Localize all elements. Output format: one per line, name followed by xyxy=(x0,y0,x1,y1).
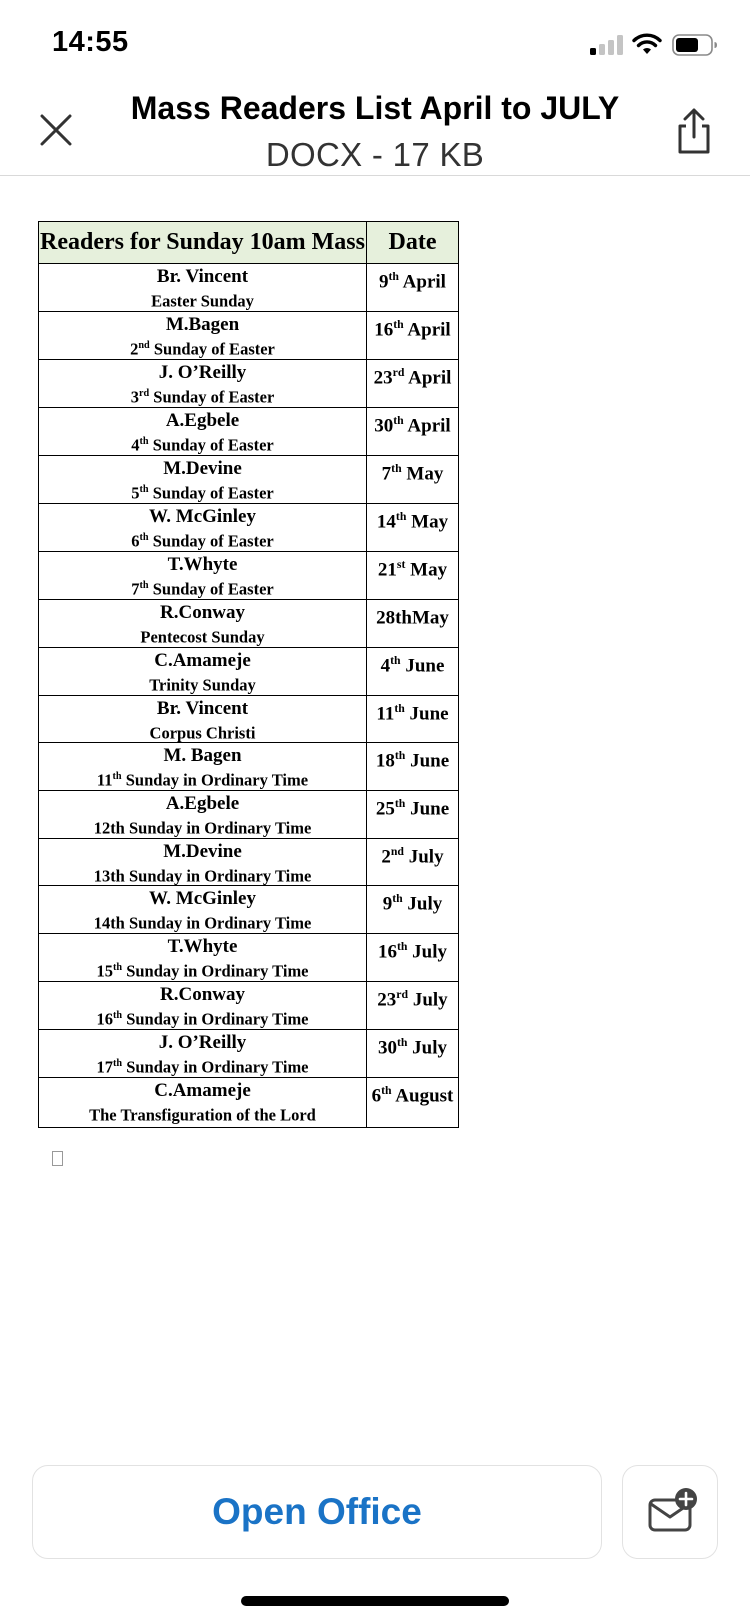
reader-name: J. O’Reilly xyxy=(158,1032,247,1053)
reader-cell xyxy=(39,648,367,696)
text-run: June xyxy=(405,750,450,772)
date-cell xyxy=(367,1078,459,1128)
table-row xyxy=(39,456,459,504)
text-run: 6 xyxy=(371,1085,382,1107)
text-run: The Transfiguration of the Lord xyxy=(89,1105,316,1125)
text-run: April xyxy=(404,367,452,389)
reader-name: M. Bagen xyxy=(163,745,242,766)
reader-cell xyxy=(39,312,367,360)
text-run: 15 xyxy=(96,961,113,981)
text-run: May xyxy=(401,463,444,485)
text-run: 2 xyxy=(381,845,391,867)
reader-cell xyxy=(39,552,367,600)
text-run: 11 xyxy=(376,702,395,724)
occasion xyxy=(39,480,366,503)
ordinal-suffix: rd xyxy=(396,988,409,1001)
reader-name: M.Devine xyxy=(163,458,242,479)
table-row xyxy=(39,360,459,408)
reader-name: T.Whyte xyxy=(167,554,238,575)
file-info: DOCX - 17 KB xyxy=(265,136,485,173)
text-run: Sunday of Easter xyxy=(148,531,274,551)
text-run: 2 xyxy=(130,339,139,359)
table-row xyxy=(39,791,459,839)
ordinal-suffix: th xyxy=(139,532,149,543)
ordinal-suffix: th xyxy=(139,436,149,447)
text-run: July xyxy=(407,1037,448,1059)
occasion xyxy=(39,384,366,407)
mail-add-button[interactable] xyxy=(622,1465,718,1559)
close-icon[interactable] xyxy=(34,108,78,152)
text-run: 6 xyxy=(131,531,140,551)
text-run: July xyxy=(408,989,448,1011)
date-cell xyxy=(367,934,459,982)
occasion xyxy=(39,1006,366,1029)
ordinal-suffix: th xyxy=(393,318,404,331)
text-run: 30 xyxy=(374,415,394,437)
ordinal-suffix: th xyxy=(139,580,149,591)
table-row xyxy=(39,264,459,312)
text-run: 16 xyxy=(377,941,397,963)
table-row xyxy=(39,504,459,552)
paragraph-mark xyxy=(52,1151,63,1166)
table-header-row xyxy=(39,222,459,264)
table-row xyxy=(39,552,459,600)
reader-name: A.Egbele xyxy=(165,410,240,431)
date-cell xyxy=(367,264,459,312)
text-run: Sunday of Easter xyxy=(149,339,275,359)
occasion xyxy=(39,672,366,695)
text-run: June xyxy=(405,798,450,820)
table-body xyxy=(39,264,459,1128)
text-run: 14th Sunday in Ordinary Time xyxy=(93,913,312,933)
date-cell xyxy=(367,886,459,934)
text-run: Sunday in Ordinary Time xyxy=(122,961,309,981)
table-row xyxy=(39,1078,459,1128)
text-run: 14 xyxy=(376,511,396,533)
reader-name: Br. Vincent xyxy=(156,697,249,719)
ordinal-suffix: th xyxy=(139,484,149,495)
text-run: Sunday of Easter xyxy=(148,579,274,599)
ordinal-suffix: th xyxy=(396,1036,408,1049)
reader-name: R.Conway xyxy=(160,602,245,623)
reader-name: W. McGinley xyxy=(149,888,256,909)
open-office-label: Open Office xyxy=(212,1491,422,1532)
reader-name: M.Bagen xyxy=(165,314,240,335)
reader-cell xyxy=(39,360,367,408)
text-run: May xyxy=(405,559,448,581)
text-run: 7 xyxy=(131,579,140,599)
date-cell xyxy=(367,1030,459,1078)
text-run: 3 xyxy=(130,387,139,407)
reader-name: W. McGinley xyxy=(149,506,256,527)
text-run: Sunday of Easter xyxy=(148,435,274,455)
ordinal-suffix: th xyxy=(394,797,406,810)
reader-cell xyxy=(39,886,367,934)
date-cell xyxy=(367,743,459,791)
ordinal-suffix: th xyxy=(391,462,402,475)
ordinal-suffix: th xyxy=(393,414,404,427)
date-cell xyxy=(367,838,459,886)
text-run: 13th Sunday in Ordinary Time xyxy=(93,866,312,885)
reader-name: C.Amameje xyxy=(154,650,251,671)
table-row xyxy=(39,695,459,743)
page-title: Mass Readers List April to JULY xyxy=(130,90,620,126)
text-run: Sunday in Ordinary Time xyxy=(122,1057,309,1077)
text-run: 9 xyxy=(382,893,393,915)
text-run: 4 xyxy=(380,655,391,677)
text-run: August xyxy=(391,1085,454,1107)
occasion xyxy=(39,528,366,551)
reader-cell xyxy=(39,934,367,982)
reader-cell xyxy=(39,264,367,312)
reader-cell xyxy=(39,1078,367,1128)
text-run: 23 xyxy=(377,989,397,1011)
date-cell xyxy=(367,600,459,648)
ordinal-suffix: th xyxy=(392,892,403,905)
text-run: April xyxy=(403,319,451,341)
table-row xyxy=(39,982,459,1030)
reader-cell xyxy=(39,456,367,504)
status-time: 14:55 xyxy=(52,26,129,58)
date-cell xyxy=(367,456,459,504)
text-run: 9 xyxy=(379,271,389,293)
occasion xyxy=(39,432,366,455)
text-run: 7 xyxy=(381,463,392,485)
text-run: Trinity Sunday xyxy=(149,675,256,695)
occasion xyxy=(39,767,366,790)
date-cell xyxy=(367,408,459,456)
occasion xyxy=(39,336,366,359)
text-run: 25 xyxy=(375,798,395,820)
text-run: 16 xyxy=(374,319,394,341)
open-office-button[interactable] xyxy=(32,1465,602,1559)
date-cell xyxy=(367,552,459,600)
occasion xyxy=(39,576,366,599)
text-run: May xyxy=(406,511,449,533)
reader-cell xyxy=(39,743,367,791)
text-run: April xyxy=(398,271,446,293)
table-row xyxy=(39,886,459,934)
text-run: Pentecost Sunday xyxy=(140,627,265,647)
text-run: Sunday of Easter xyxy=(148,483,274,503)
date-cell xyxy=(367,982,459,1030)
date-cell xyxy=(367,360,459,408)
text-run: 28thMay xyxy=(376,607,449,629)
reader-cell xyxy=(39,982,367,1030)
reader-name: T.Whyte xyxy=(167,936,238,957)
text-run: Sunday in Ordinary Time xyxy=(121,770,309,790)
text-run: 18 xyxy=(375,750,395,772)
text-run: 17 xyxy=(96,1057,113,1077)
ordinal-suffix: th xyxy=(394,749,406,762)
occasion xyxy=(39,815,366,838)
date-cell xyxy=(367,695,459,743)
text-run: 30 xyxy=(377,1037,397,1059)
date-cell xyxy=(367,791,459,839)
reader-cell xyxy=(39,838,367,886)
occasion xyxy=(39,1102,366,1125)
text-run: 11 xyxy=(96,770,113,790)
text-run: 16 xyxy=(96,1009,113,1029)
text-run: July xyxy=(407,941,448,963)
table-row xyxy=(39,934,459,982)
table-row xyxy=(39,600,459,648)
text-run: June xyxy=(404,702,449,724)
status-bar xyxy=(0,0,750,90)
reader-cell xyxy=(39,600,367,648)
ordinal-suffix: th xyxy=(394,701,405,715)
ordinal-suffix: th xyxy=(112,1010,123,1021)
ordinal-suffix: th xyxy=(388,270,399,283)
date-cell xyxy=(367,648,459,696)
signal-icon xyxy=(590,35,624,55)
readers-table xyxy=(38,221,459,1128)
table-row xyxy=(39,648,459,696)
occasion xyxy=(39,910,366,933)
reader-name: J. O’Reilly xyxy=(158,362,247,383)
column-header-readers: Readers for Sunday 10am Mass xyxy=(39,222,367,264)
ordinal-suffix: th xyxy=(112,1058,123,1069)
table-row xyxy=(39,408,459,456)
text-run: Corpus Christi xyxy=(149,723,256,742)
reader-cell xyxy=(39,408,367,456)
text-run: Sunday of Easter xyxy=(149,387,275,407)
ordinal-suffix: rd xyxy=(138,388,150,399)
text-run: Sunday in Ordinary Time xyxy=(122,1009,309,1029)
text-run: April xyxy=(403,415,451,437)
ordinal-suffix: th xyxy=(396,940,408,953)
table-row xyxy=(39,1030,459,1078)
reader-cell xyxy=(39,791,367,839)
mail-add-icon xyxy=(623,1466,719,1560)
reader-name: Br. Vincent xyxy=(156,266,249,287)
table-row xyxy=(39,743,459,791)
document-header xyxy=(0,88,750,176)
occasion xyxy=(39,863,366,886)
reader-name: C.Amameje xyxy=(154,1080,251,1101)
ordinal-suffix: th xyxy=(112,771,122,782)
text-run: June xyxy=(400,655,445,677)
text-run: 12th Sunday in Ordinary Time xyxy=(93,818,312,838)
text-run: Easter Sunday xyxy=(151,291,254,311)
reader-name: M.Devine xyxy=(163,840,242,862)
table-row xyxy=(39,312,459,360)
text-run: July xyxy=(403,845,444,867)
ordinal-suffix: th xyxy=(390,654,401,667)
reader-name: A.Egbele xyxy=(165,793,240,814)
text-run: 4 xyxy=(131,435,140,455)
text-run: 23 xyxy=(373,367,393,389)
share-icon[interactable] xyxy=(672,106,716,156)
reader-cell xyxy=(39,695,367,743)
date-cell xyxy=(367,504,459,552)
occasion xyxy=(39,1054,366,1077)
occasion xyxy=(39,288,366,311)
date-cell xyxy=(367,312,459,360)
ordinal-suffix: rd xyxy=(392,366,405,379)
occasion xyxy=(39,958,366,981)
ordinal-suffix: st xyxy=(396,558,406,571)
column-header-date: Date xyxy=(367,222,459,264)
text-run: 21 xyxy=(377,559,397,581)
table-row xyxy=(39,838,459,886)
ordinal-suffix: nd xyxy=(138,340,150,351)
wifi-icon xyxy=(632,32,662,56)
reader-cell xyxy=(39,1030,367,1078)
occasion xyxy=(39,624,366,647)
ordinal-suffix: th xyxy=(381,1084,392,1097)
battery-icon xyxy=(672,34,718,56)
ordinal-suffix: nd xyxy=(390,844,404,858)
document-preview xyxy=(38,221,459,1128)
text-run: 5 xyxy=(131,483,140,503)
ordinal-suffix: th xyxy=(112,962,123,973)
reader-name: R.Conway xyxy=(160,984,245,1005)
home-indicator xyxy=(241,1596,509,1606)
text-run: July xyxy=(402,893,443,915)
ordinal-suffix: th xyxy=(395,510,407,523)
reader-cell xyxy=(39,504,367,552)
occasion xyxy=(39,720,366,743)
